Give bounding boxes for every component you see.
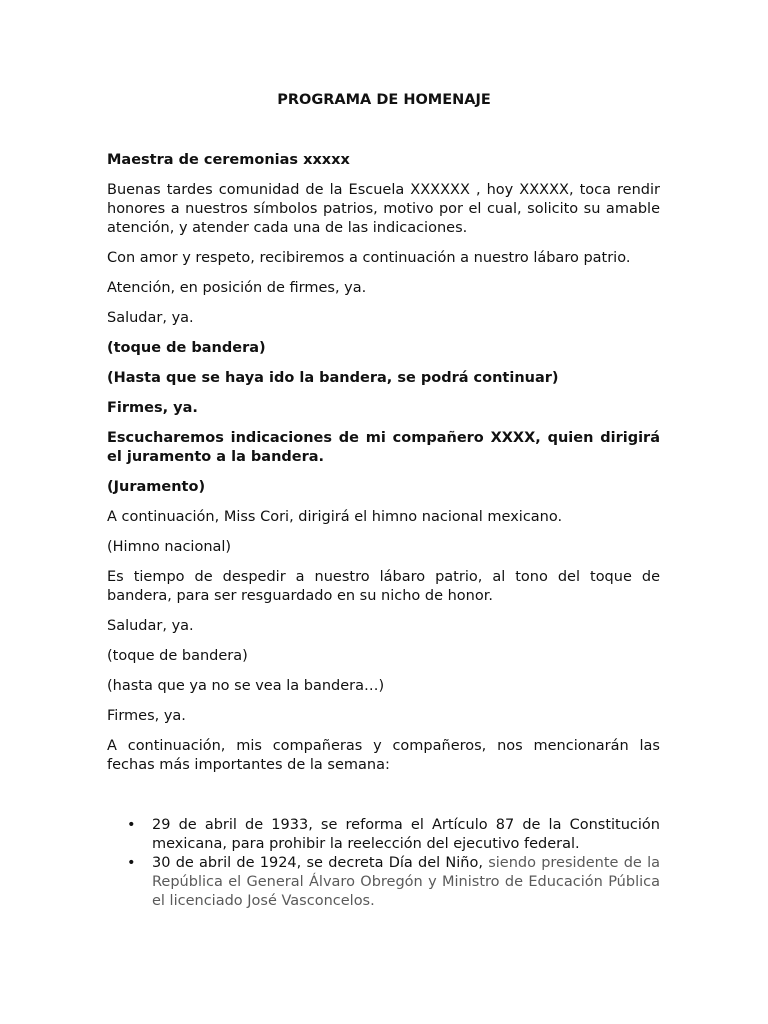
paragraph-attention: Atención, en posición de firmes, ya.: [107, 280, 367, 296]
paragraph-oath: (Juramento): [107, 479, 206, 495]
list-item-text: 30 de abril de 1924, se decreta Día del Niño,: [152, 855, 489, 871]
bullet-icon: •: [127, 817, 136, 833]
document-title: PROGRAMA DE HOMENAJE: [277, 92, 491, 108]
paragraph-oath-intro: Escucharemos indicaciones de mi compañero XXXX, quien dirigirá el juramento a la bandera.: [107, 430, 660, 465]
paragraph-receive-flag: Con amor y respeto, recibiremos a continuación a nuestro lábaro patrio.: [107, 250, 631, 266]
paragraph-firmes: Firmes, ya.: [107, 400, 198, 416]
list-item: [107, 854, 660, 911]
paragraph-dates-intro: A continuación, mis compañeras y compañeros, nos mencionarán las fechas más importantes de la semana:: [107, 738, 660, 773]
list-item-muted-text: siendo presidente de la República el General Álvaro Obregón y Ministro de Educación Pública el licenciado José Vasconcelos.: [152, 855, 660, 909]
bullet-icon: •: [127, 855, 136, 871]
paragraph-flag-call: (toque de bandera): [107, 340, 266, 356]
paragraph-host: Maestra de ceremonias xxxxx: [107, 152, 350, 168]
list-item-text: 29 de abril de 1933, se reforma el Artículo 87 de la Constitución mexicana, para prohibir la reelección del ejecutivo federal.: [152, 817, 660, 852]
paragraph-farewell: Es tiempo de despedir a nuestro lábaro patrio, al tono del toque de bandera, para ser resguardado en su nicho de honor.: [107, 569, 660, 604]
paragraph-until-gone: (hasta que ya no se vea la bandera…): [107, 678, 385, 694]
paragraph-salute-2: Saludar, ya.: [107, 618, 194, 634]
list-item: [107, 816, 660, 854]
paragraph-firmes-2: Firmes, ya.: [107, 708, 186, 724]
paragraph-anthem-intro: A continuación, Miss Cori, dirigirá el himno nacional mexicano.: [107, 509, 563, 525]
events-list: [107, 816, 660, 911]
document-body: [107, 151, 660, 911]
paragraph-flag-call-2: (toque de bandera): [107, 648, 248, 664]
spacer: [107, 786, 660, 816]
paragraph-salute: Saludar, ya.: [107, 310, 194, 326]
paragraph-anthem: (Himno nacional): [107, 539, 232, 555]
paragraph-welcome: Buenas tardes comunidad de la Escuela XXXXXX , hoy XXXXX, toca rendir honores a nuestros símbolos patrios, motivo por el cual, solicito su amable atención, y atender cada una de las indicaciones.: [107, 182, 660, 236]
paragraph-wait-flag: (Hasta que se haya ido la bandera, se podrá continuar): [107, 370, 559, 386]
